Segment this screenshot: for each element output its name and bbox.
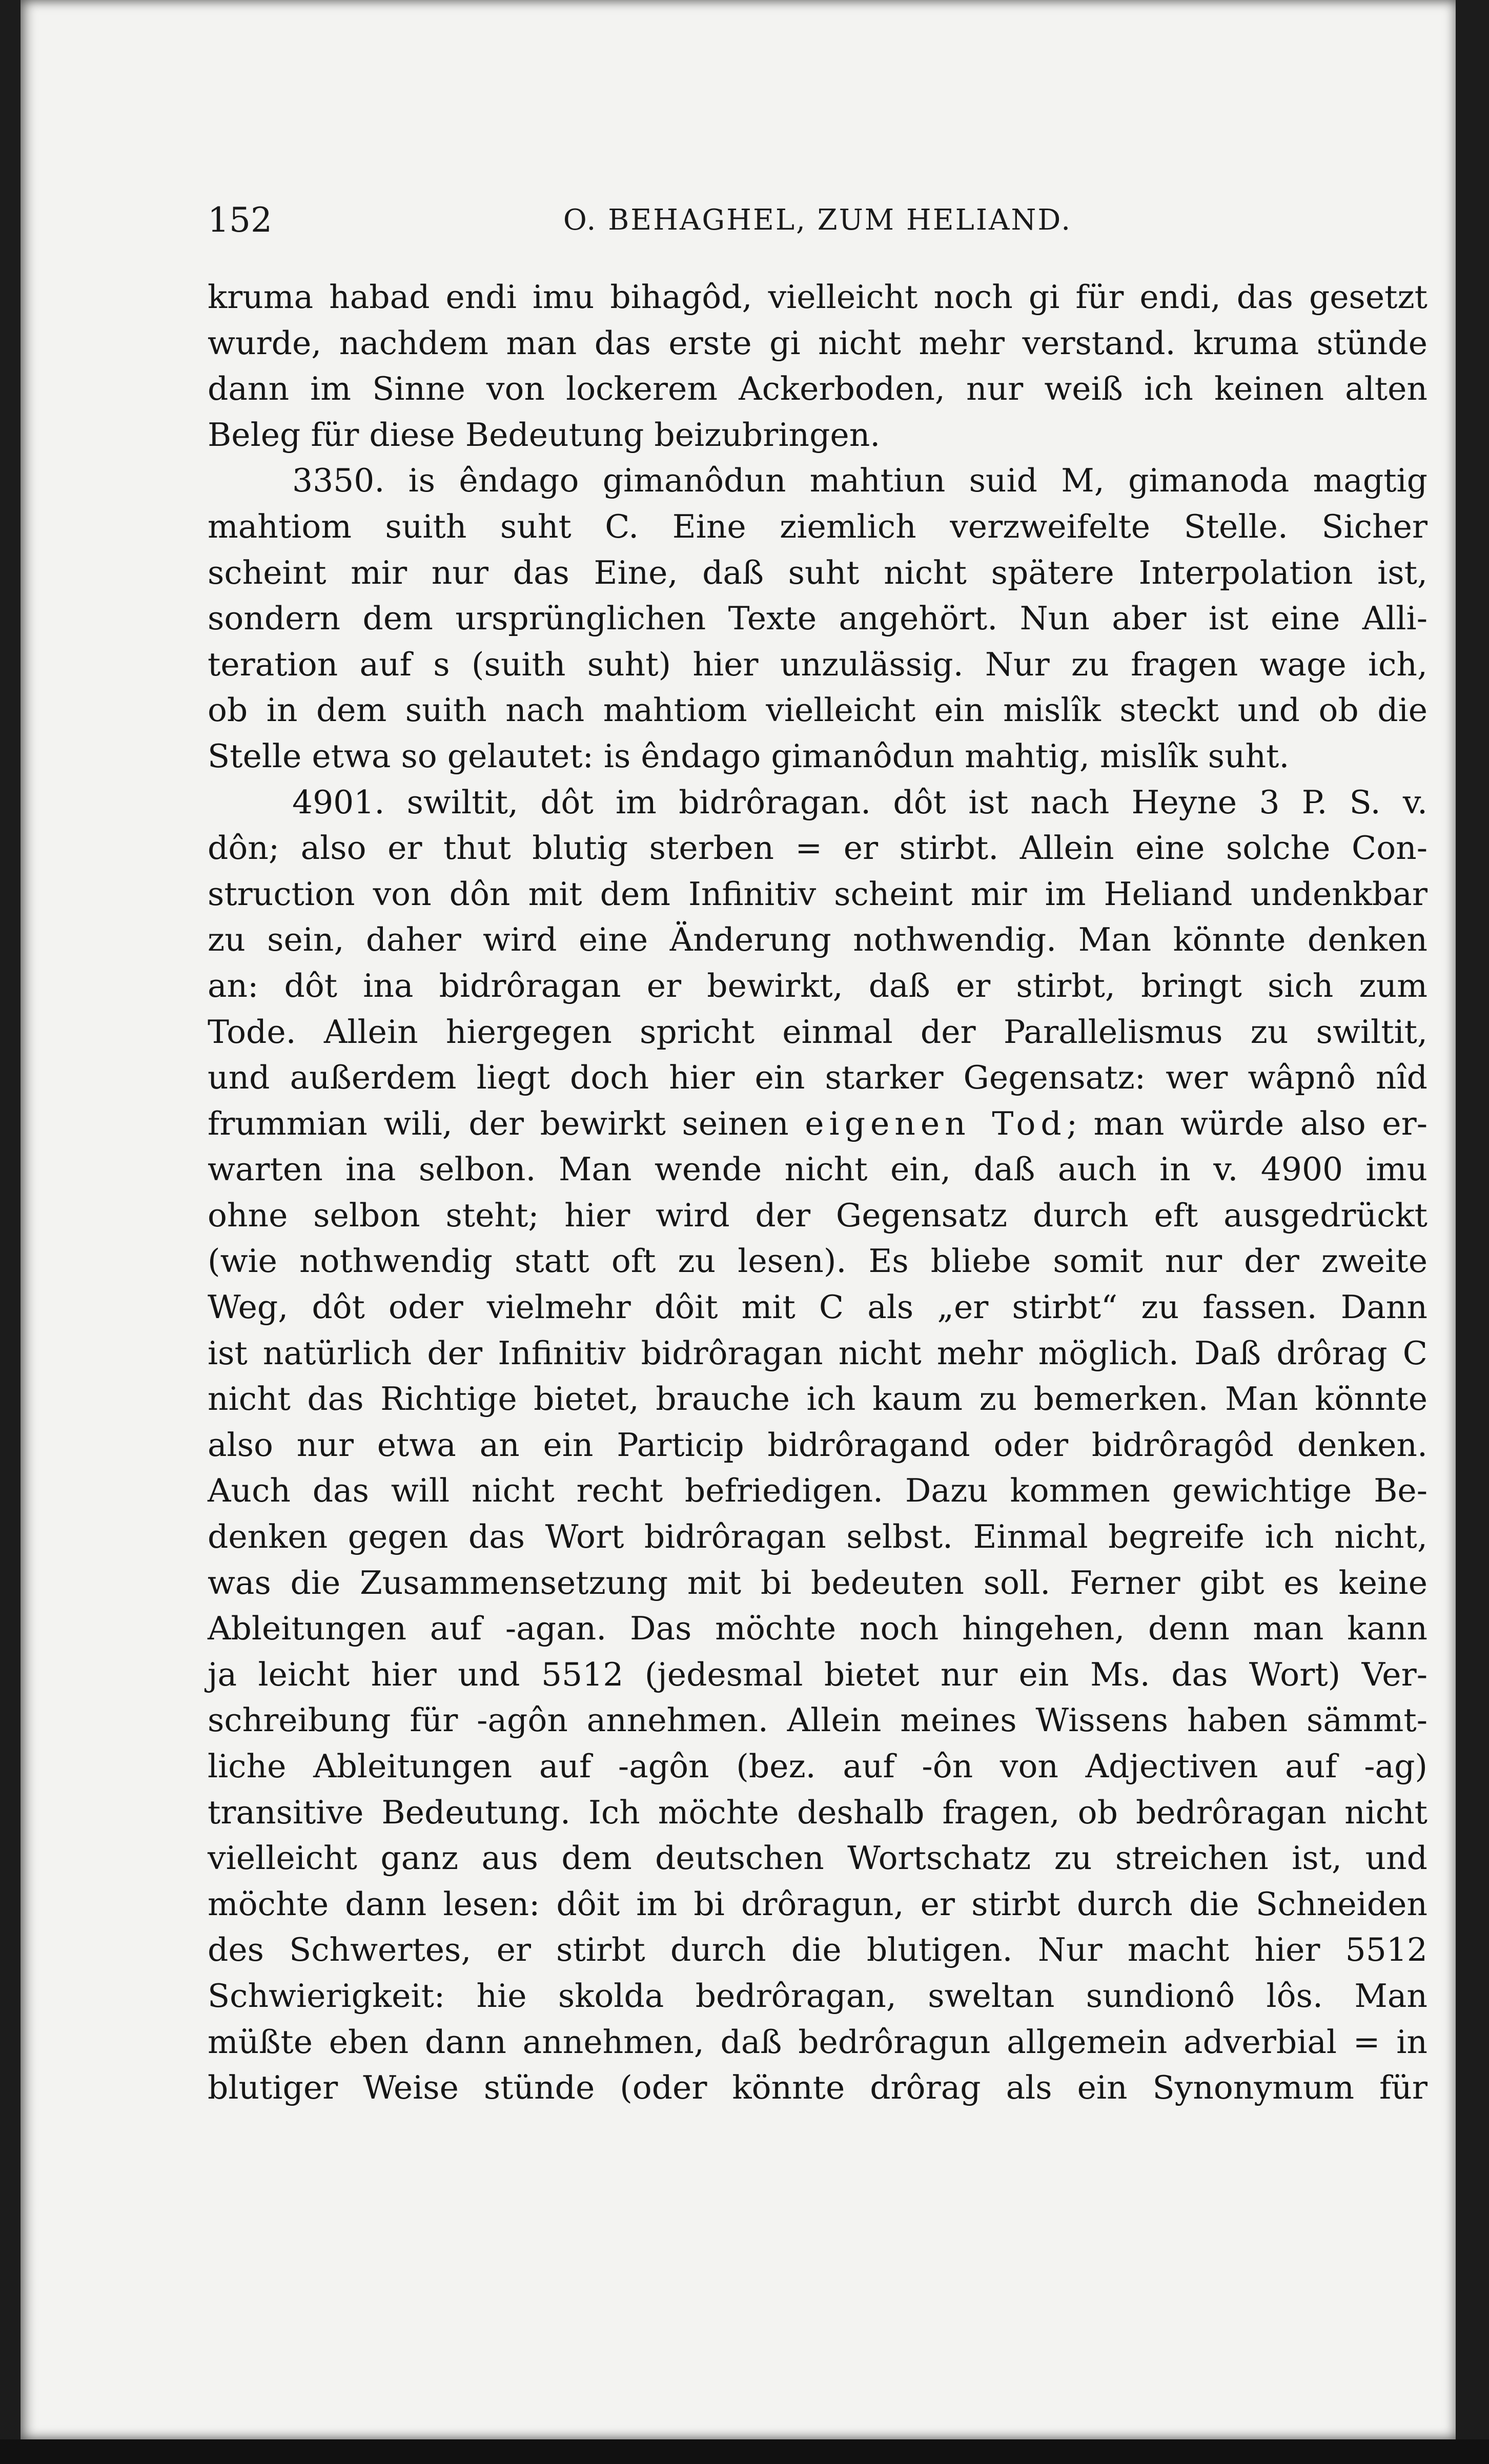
text-line: ohne selbon steht; hier wird der Gegensatz durch eft ausgedrückt <box>208 1196 1427 1234</box>
text-line: scheint mir nur das Eine, daß suht nicht spätere Interpolation ist, <box>208 553 1427 591</box>
text-line: ja leicht hier und 5512 (jedesmal bietet nur ein Ms. das Wort) Ver- <box>208 1655 1427 1693</box>
text-line: nicht das Richtige bietet, brauche ich kaum zu bemerken. Man könnte <box>208 1380 1427 1418</box>
text-line: schreibung für -agôn annehmen. Allein meines Wissens haben sämmt- <box>208 1701 1427 1739</box>
text-line: an: dôt ina bidrôragan er bewirkt, daß er stirbt, bringt sich zum <box>208 967 1427 1004</box>
text-line: transitive Bedeutung. Ich möchte deshalb fragen, ob bedrôragan nicht <box>208 1793 1427 1831</box>
text-line: zu sein, daher wird eine Änderung nothwendig. Man könnte denken <box>208 921 1427 959</box>
text-line: warten ina selbon. Man wende nicht ein, daß auch in v. 4900 imu <box>208 1151 1427 1188</box>
text-line: und außerdem liegt doch hier ein starker Gegensatz: wer wâpnô nîd <box>208 1059 1427 1097</box>
text-line: dôn; also er thut blutig sterben = er stirbt. Allein eine solche Con- <box>208 829 1427 867</box>
text-line: kruma habad endi imu bihagôd, vielleicht noch gi für endi, das gesetzt <box>208 278 1427 316</box>
text-line: teration auf s (suith suht) hier unzulässig. Nur zu fragen wage ich, <box>208 645 1427 683</box>
book-page <box>21 0 1456 2439</box>
text-line: 3350. is êndago gimanôdun mahtiun suid M, gimanoda magtig <box>292 462 1427 500</box>
text-line: was die Zusammensetzung mit bi bedeuten soll. Ferner gibt es keine <box>208 1564 1427 1601</box>
text-line: Weg, dôt oder vielmehr dôit mit C als „er stirbt“ zu fassen. Dann <box>208 1288 1427 1326</box>
text-line: Ableitungen auf -agan. Das möchte noch hingehen, denn man kann <box>208 1610 1427 1648</box>
line-segment: frummian wili, der bewirkt seinen <box>208 1104 789 1142</box>
text-line: Schwierigkeit: hie skolda bedrôragan, sweltan sundionô lôs. Man <box>208 1977 1427 2015</box>
text-line: 4901. swiltit, dôt im bidrôragan. dôt ist nach Heyne 3 P. S. v. <box>292 783 1427 821</box>
text-line: sondern dem ursprünglichen Texte angehört. Nun aber ist eine Alli- <box>208 600 1427 638</box>
text-line: des Schwertes, er stirbt durch die blutigen. Nur macht hier 5512 <box>208 1931 1427 1969</box>
text-line <box>208 1101 1427 1147</box>
line-segment: ; man würde also er- <box>1066 1104 1427 1142</box>
text-line: ob in dem suith nach mahtiom vielleicht ein mislîk steckt und ob die <box>208 691 1427 729</box>
text-line: blutiger Weise stünde (oder könnte drôrag als ein Synonymum für <box>208 2069 1427 2107</box>
text-line: möchte dann lesen: dôit im bi drôragun, er stirbt durch die Schneiden <box>208 1885 1427 1923</box>
text-line: also nur etwa an ein Particip bidrôragand oder bidrôragôd denken. <box>208 1426 1427 1464</box>
text-line: Tode. Allein hiergegen spricht einmal der Parallelismus zu swiltit, <box>208 1013 1427 1051</box>
text-line: ist natürlich der Infinitiv bidrôragan nicht mehr möglich. Daß drôrag C <box>208 1334 1427 1372</box>
text-line: mahtiom suith suht C. Eine ziemlich verzweifelte Stelle. Sicher <box>208 507 1427 545</box>
page-header <box>208 195 1427 246</box>
scan-bottom-edge <box>0 2439 1489 2464</box>
running-head: O. BEHAGHEL, ZUM HELIAND. <box>563 203 1072 237</box>
page-number: 152 <box>208 200 272 240</box>
text-line: struction von dôn mit dem Infinitiv scheint mir im Heliand undenkbar <box>208 875 1427 913</box>
text-line: Auch das will nicht recht befriedigen. Dazu kommen gewichtige Be- <box>208 1472 1427 1510</box>
text-line: liche Ableitungen auf -agôn (bez. auf -ôn von Adjectiven auf -ag) <box>208 1748 1427 1785</box>
text-line: (wie nothwendig statt oft zu lesen). Es bliebe somit nur der zweite <box>208 1242 1427 1280</box>
emphasized-phrase: eigenen Tod <box>805 1104 1067 1142</box>
text-line: denken gegen das Wort bidrôragan selbst. Einmal begreife ich nicht, <box>208 1518 1427 1556</box>
body-text <box>208 274 1427 2111</box>
text-line: wurde, nachdem man das erste gi nicht mehr verstand. kruma stünde <box>208 324 1427 362</box>
text-line: Beleg für diese Bedeutung beizubringen. <box>208 416 881 454</box>
text-line: dann im Sinne von lockerem Ackerboden, nur weiß ich keinen alten <box>208 370 1427 408</box>
text-line: vielleicht ganz aus dem deutschen Wortschatz zu streichen ist, und <box>208 1839 1427 1877</box>
text-line: Stelle etwa so gelautet: is êndago gimanôdun mahtig, mislîk suht. <box>208 737 1290 775</box>
text-line: müßte eben dann annehmen, daß bedrôragun allgemein adverbial = in <box>208 2023 1427 2061</box>
